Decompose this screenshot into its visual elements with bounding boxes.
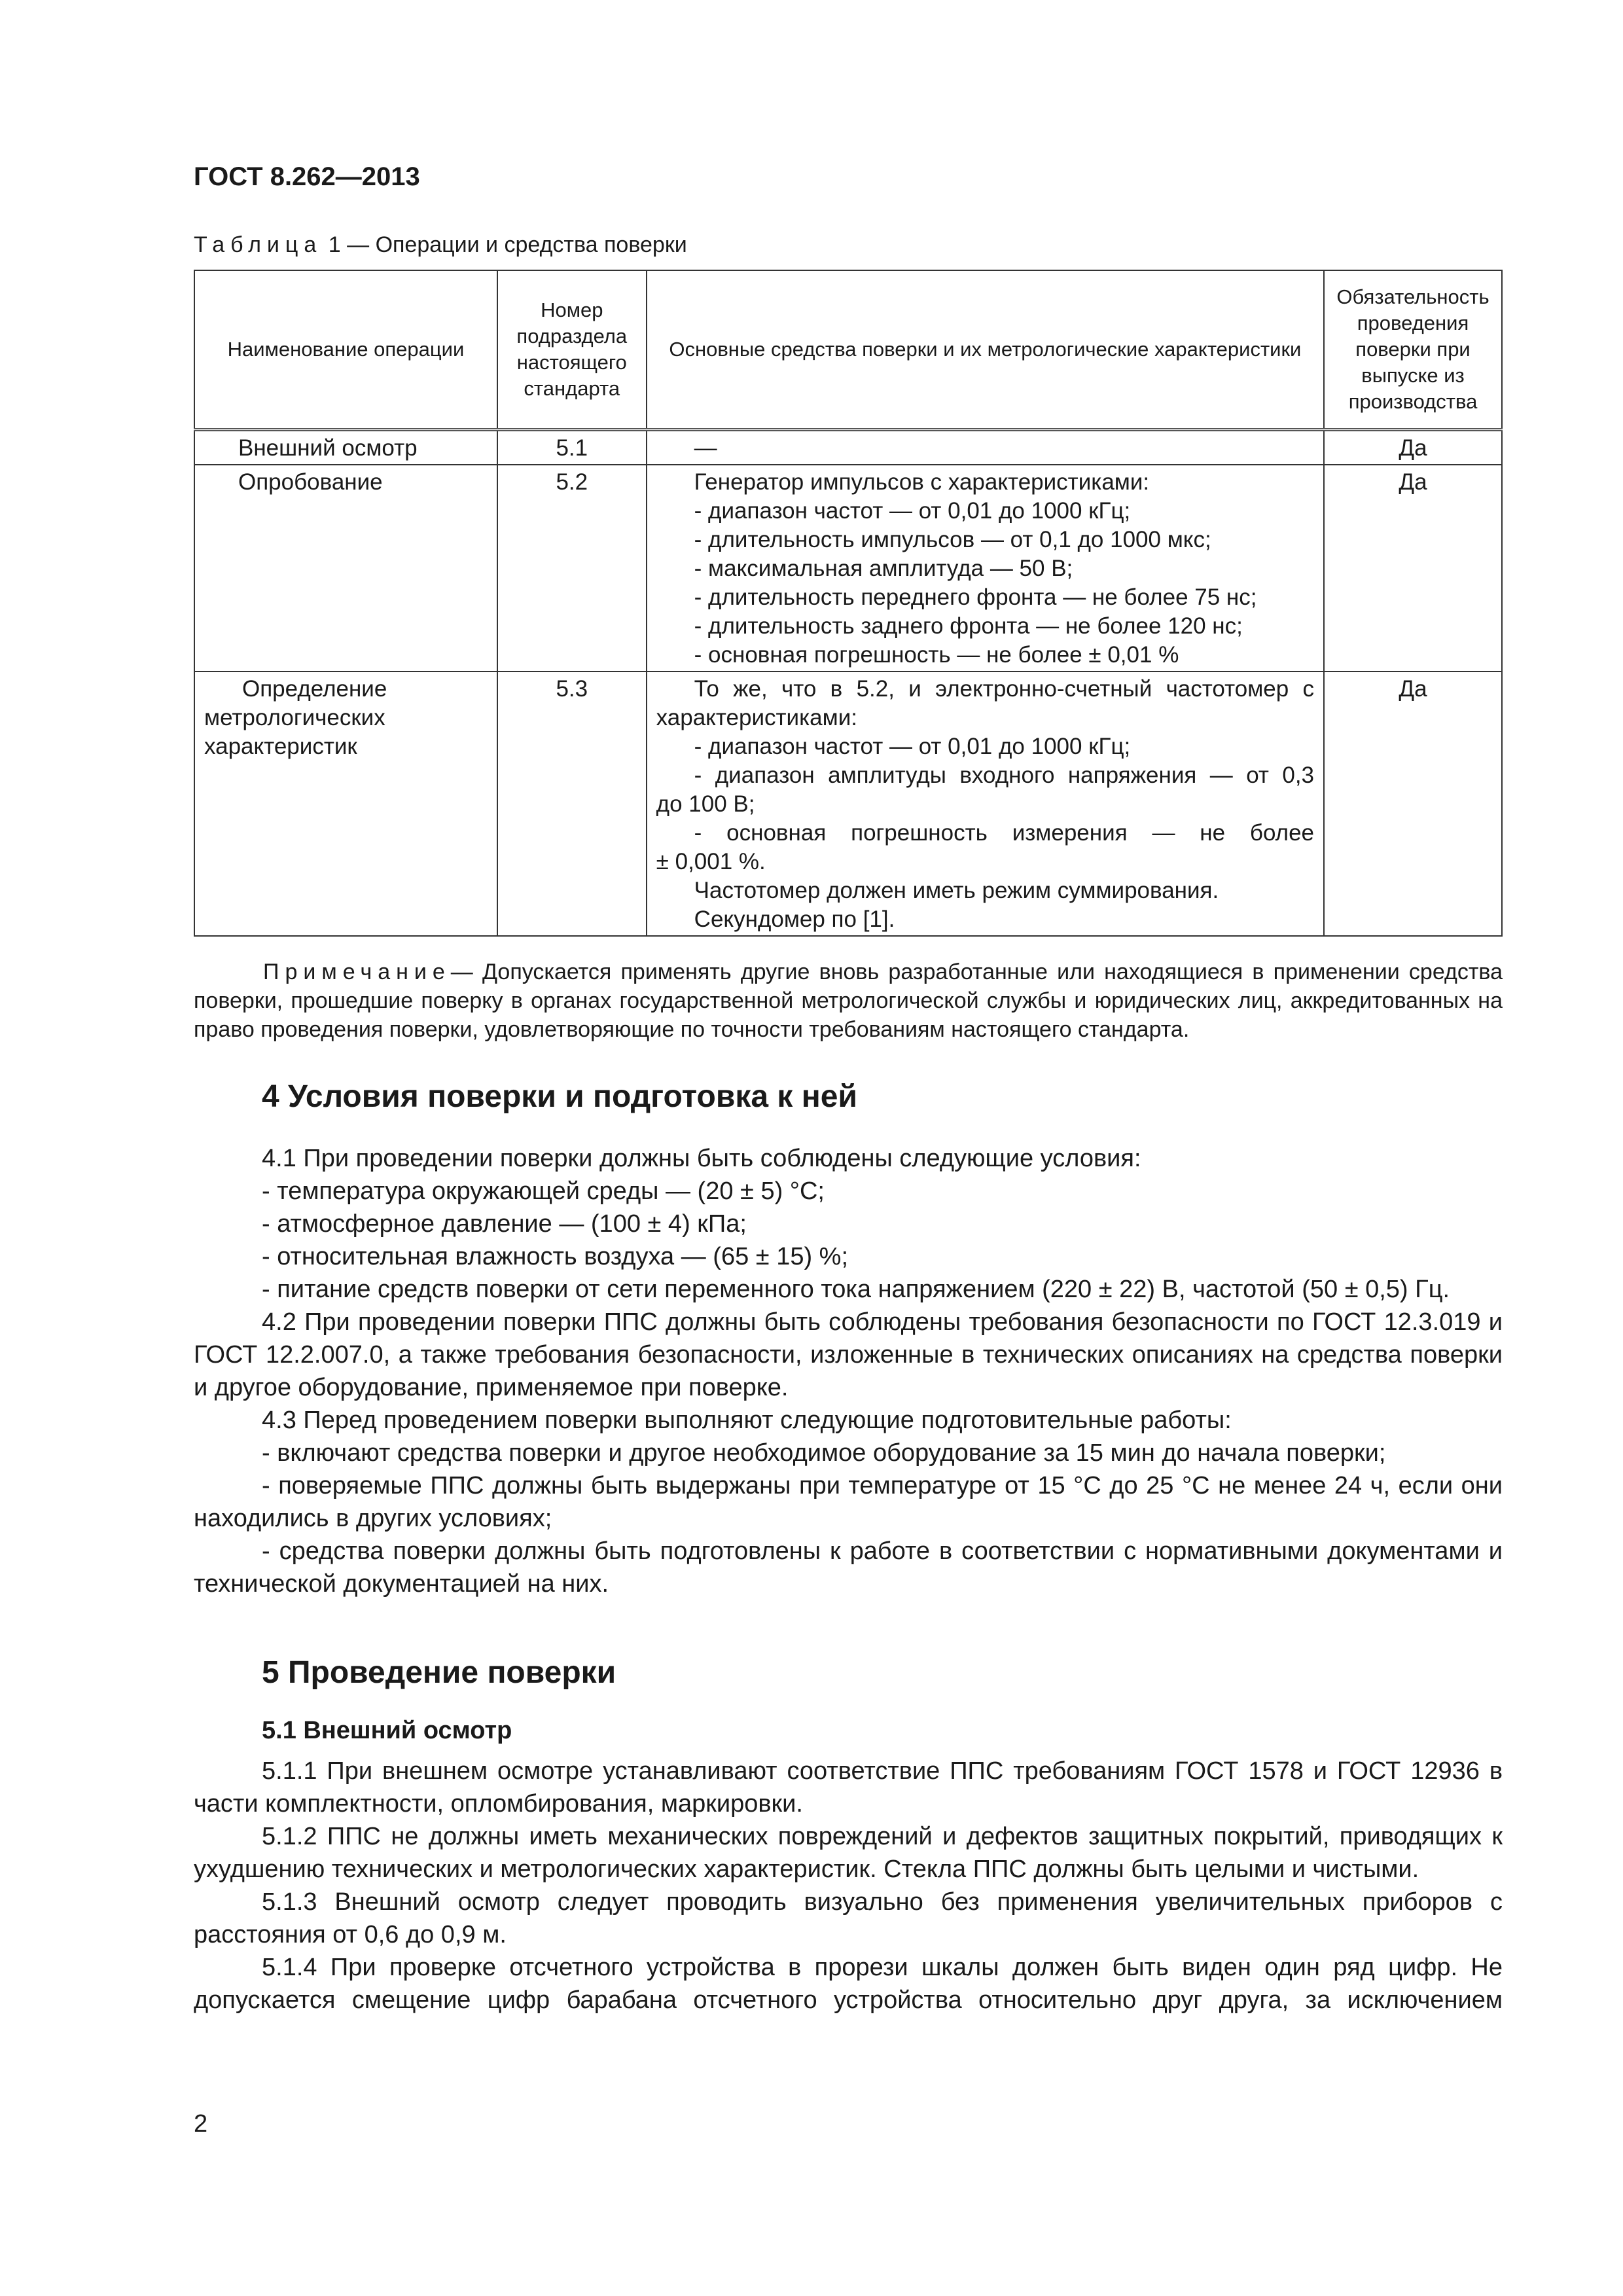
table-note — [194, 958, 1503, 1044]
note-label: Примечание — [263, 960, 451, 984]
mandatory-cell: Да — [1324, 672, 1502, 936]
header-verification-means: Основные средства поверки и их метрологические характеристики — [647, 270, 1324, 430]
means-line: - основная погрешность измерения — не более — [694, 820, 1315, 846]
paragraph-5-1-4: 5.1.4 При проверке отсчетного устройства в прорези шкалы должен быть виден один ряд цифр. Не допускается смещение цифр барабана отсчетного устройства относительно друг друга, за исключением — [194, 1954, 1503, 2014]
operation-name-cell: Определение метрологических характеристик — [194, 672, 497, 936]
table-row — [194, 672, 1502, 936]
operation-name-cell: Внешний осмотр — [194, 430, 497, 465]
subsection-number-cell: 5.3 — [497, 672, 647, 936]
means-line: — — [694, 435, 717, 461]
table-caption-word: Таблица — [194, 232, 323, 257]
section-5-heading: 5 Проведение поверки — [262, 1655, 616, 1690]
prep-item: - включают средства поверки и другое необходимое оборудование за 15 мин до начала поверки; — [262, 1439, 1386, 1467]
table-caption-text: 1 — Операции и средства поверки — [328, 232, 687, 257]
table-row — [194, 465, 1502, 672]
section-5-body — [194, 1755, 1503, 2017]
subsection-number-cell: 5.2 — [497, 465, 647, 672]
document-code: ГОСТ 8.262—2013 — [194, 162, 420, 191]
means-line: - максимальная амплитуда — 50 В; — [694, 556, 1073, 581]
header-subsection-number: Номер подраздела настоящего стандарта — [497, 270, 647, 430]
paragraph-4-2: 4.2 При проведении поверки ППС должны быть соблюдены требования безопасности по ГОСТ 12.3.019 и ГОСТ 12.2.007.0, а также требования безопасности, изложенные в технических описаниях на средства поверки и другое оборудование, применяемое при поверке. — [194, 1308, 1503, 1401]
section-4-heading: 4 Условия поверки и подготовка к ней — [262, 1079, 857, 1114]
verification-means-cell — [647, 672, 1324, 936]
means-line: То же, что в 5.2, и электронно-счетный частотомер с — [694, 676, 1315, 702]
mandatory-cell: Да — [1324, 430, 1502, 465]
means-line: - диапазон частот — от 0,01 до 1000 кГц; — [694, 734, 1131, 759]
header-mandatory: Обязательность проведения поверки при выпуске из производства — [1324, 270, 1502, 430]
paragraph-5-1-3: 5.1.3 Внешний осмотр следует проводить визуально без применения увеличительных приборов с расстояния от 0,6 до 0,9 м. — [194, 1888, 1503, 1948]
note-text: — Допускается применять другие вновь разработанные или находящиеся в применении средства поверки, прошедшие поверку в органах государственной метрологической службы и юридических лиц, аккредитованных на право проведения поверки, удовлетворяющие по точности требованиям настоящего стандарта. — [194, 960, 1503, 1042]
operation-name-cell: Опробование — [194, 465, 497, 672]
paragraph-5-1-2: 5.1.2 ППС не должны иметь механических повреждений и дефектов защитных покрытий, приводящих к ухудшению технических и метрологических характеристик. Стекла ППС должны быть целыми и чистыми. — [194, 1823, 1503, 1883]
means-line: - длительность заднего фронта — не более 120 нс; — [694, 613, 1243, 639]
means-line: до 100 В; — [656, 791, 755, 817]
condition-item: - температура окружающей среды — (20 ± 5) °С; — [262, 1177, 825, 1205]
means-line: - длительность переднего фронта — не более 75 нс; — [694, 584, 1257, 610]
table-caption — [194, 232, 687, 258]
page-number: 2 — [194, 2110, 208, 2138]
section-4-body — [194, 1142, 1503, 1600]
table-row — [194, 430, 1502, 465]
means-line: характеристиками: — [656, 705, 857, 730]
verification-means-cell — [647, 465, 1324, 672]
verification-means-cell — [647, 430, 1324, 465]
condition-item: - питание средств поверки от сети переменного тока напряжением (220 ± 22) В, частотой (50 ± 0,5) Гц. — [262, 1276, 1450, 1303]
means-line: - диапазон амплитуды входного напряжения — от 0,3 — [694, 762, 1315, 788]
paragraph-5-1-1: 5.1.1 При внешнем осмотре устанавливают соответствие ППС требованиям ГОСТ 1578 и ГОСТ 12936 в части комплектности, опломбирования, маркировки. — [194, 1757, 1503, 1818]
table-header-row — [194, 270, 1502, 430]
paragraph-4-3: 4.3 Перед проведением поверки выполняют следующие подготовительные работы: — [262, 1407, 1232, 1434]
condition-item: - атмосферное давление — (100 ± 4) кПа; — [262, 1210, 747, 1238]
means-line: ± 0,001 %. — [656, 849, 766, 874]
prep-item: - средства поверки должны быть подготовлены к работе в соответствии с нормативными документами и технической документацией на них. — [194, 1537, 1503, 1598]
means-line: Генератор импульсов с характеристиками: — [694, 469, 1150, 495]
means-line: - диапазон частот — от 0,01 до 1000 кГц; — [694, 498, 1131, 524]
paragraph-4-1: 4.1 При проведении поверки должны быть соблюдены следующие условия: — [262, 1145, 1141, 1172]
subsection-number-cell: 5.1 — [497, 430, 647, 465]
means-line: Частотомер должен иметь режим суммирования. — [694, 878, 1219, 903]
operations-table — [194, 270, 1503, 937]
means-line: - длительность импульсов — от 0,1 до 1000 мкс; — [694, 527, 1211, 552]
subsection-5-1-heading: 5.1 Внешний осмотр — [262, 1717, 512, 1744]
condition-item: - относительная влажность воздуха — (65 ± 15) %; — [262, 1243, 849, 1270]
prep-item: - поверяемые ППС должны быть выдержаны при температуре от 15 °С до 25 °С не менее 24 ч, если они находились в других условиях; — [194, 1472, 1503, 1532]
header-operation-name: Наименование операции — [194, 270, 497, 430]
mandatory-cell: Да — [1324, 465, 1502, 672]
means-line: Секундомер по [1]. — [694, 906, 895, 932]
means-line: - основная погрешность — не более ± 0,01 % — [694, 642, 1179, 668]
